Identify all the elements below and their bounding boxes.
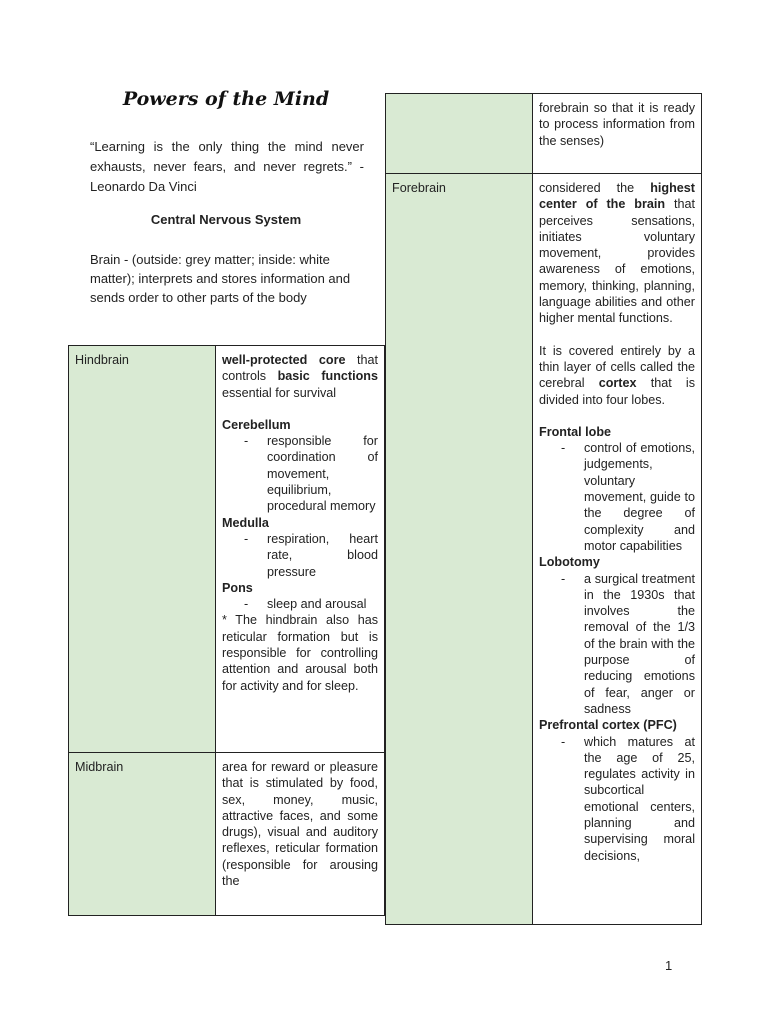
- quote-text: “Learning is the only thing the mind never exhausts, never fears, and never regrets.” - Leonardo Da Vinci: [90, 139, 364, 194]
- cortex-bold: cortex: [598, 376, 637, 391]
- page-title: Powers of the Mind: [122, 88, 330, 110]
- cortex-text1: It is covered entirely by a thin layer of cells called the cerebral: [539, 343, 695, 391]
- table-row-hindbrain: [69, 346, 385, 753]
- list-item: - responsible for coordination of movement, equilibrium, procedural memory: [222, 433, 378, 514]
- list-item: - a surgical treatment in the 1930s that involves the removal of the 1/3 of the brain with the purpose of reducing emotions of fear, anger or sadness: [539, 571, 695, 718]
- hindbrain-label: Hindbrain: [69, 346, 216, 753]
- midbrain-content: area for reward or pleasure that is stimulated by food, sex, money, music, attractive faces, and some drugs), visual and auditory reflexes, reticular formation (responsible for arousing the: [216, 753, 385, 916]
- frontal-lobe-heading: Frontal lobe: [539, 424, 612, 439]
- hindbrain-intro-text1: that controls: [222, 353, 378, 384]
- table-row-midbrain: [69, 753, 385, 916]
- forebrain-label: Forebrain: [386, 174, 533, 925]
- table-row-continuation: [386, 94, 702, 174]
- continuation-label: [386, 94, 533, 174]
- brain-regions-table-left: [68, 345, 385, 916]
- brain-description: Brain - (outside: grey matter; inside: white matter); interprets and stores information and sends order to other parts of the body: [90, 252, 351, 305]
- page-number: 1: [665, 958, 673, 973]
- hindbrain-intro-bold1: well-protected core: [222, 353, 346, 367]
- forebrain-intro: [539, 180, 695, 327]
- frontal-lobe-list: [539, 440, 695, 554]
- medulla-list: [222, 531, 378, 580]
- hindbrain-intro-bold2: basic functions: [277, 369, 378, 384]
- list-item: - control of emotions, judgements, voluntary movement, guide to the degree of complexity and motor capabilities: [539, 440, 695, 554]
- hindbrain-content: [216, 346, 385, 753]
- section-heading: Central Nervous System: [150, 212, 302, 227]
- pons-list: [222, 596, 378, 612]
- hindbrain-intro-text2: essential for survival: [222, 385, 337, 400]
- cortex-paragraph: [539, 343, 695, 408]
- pons-heading: Pons: [222, 580, 253, 595]
- brain-regions-table-right: [385, 93, 702, 925]
- hindbrain-note: * The hindbrain also has reticular formation but is responsible for controlling attention and arousal both for activity and for sleep.: [222, 613, 378, 693]
- continuation-content: forebrain so that it is ready to process information from the senses): [533, 94, 702, 174]
- table-row-forebrain: [386, 174, 702, 925]
- forebrain-intro-bold: highest center of the brain: [539, 181, 695, 212]
- hindbrain-intro: [222, 352, 378, 401]
- forebrain-content: [533, 174, 702, 925]
- cerebellum-list: [222, 433, 378, 514]
- cerebellum-heading: Cerebellum: [222, 417, 291, 432]
- list-item: - respiration, heart rate, blood pressure: [222, 531, 378, 580]
- forebrain-intro-text1: considered the: [539, 181, 651, 195]
- list-item: - sleep and arousal: [222, 596, 378, 612]
- list-item: - which matures at the age of 25, regulates activity in subcortical emotional centers, planning and supervising moral decisions,: [539, 734, 695, 864]
- cortex-text2: that is divided into four lobes.: [539, 376, 695, 407]
- lobotomy-list: [539, 571, 695, 718]
- forebrain-intro-text2: that perceives sensations, initiates voluntary movement, provides awareness of emotions, memory, thinking, planning, language abilities and other higher mental functions.: [539, 197, 695, 326]
- medulla-heading: Medulla: [222, 515, 269, 530]
- lobotomy-heading: Lobotomy: [539, 555, 600, 570]
- pfc-list: [539, 734, 695, 864]
- pfc-heading: Prefrontal cortex (PFC): [539, 718, 677, 733]
- midbrain-label: Midbrain: [69, 753, 216, 916]
